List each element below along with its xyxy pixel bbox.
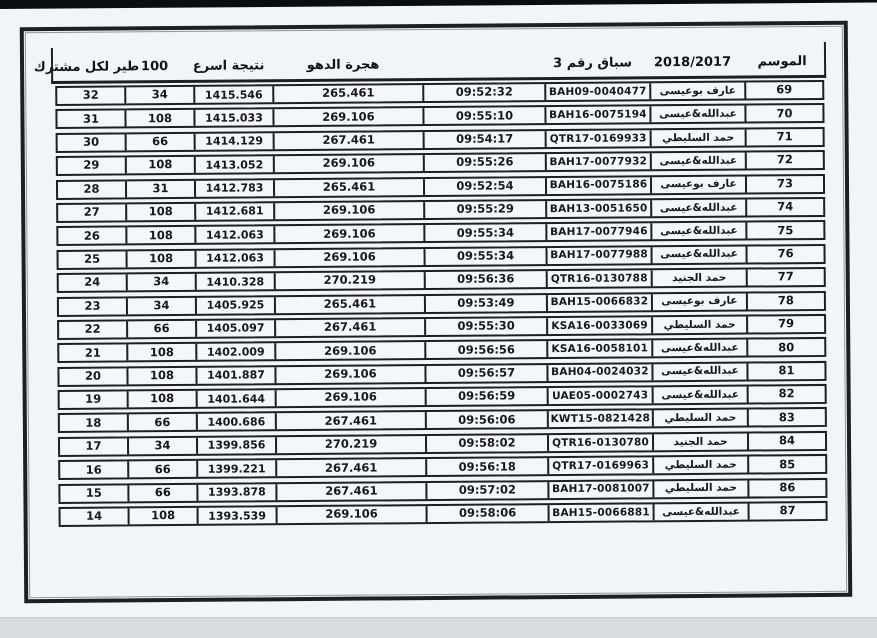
owner-name-cell: عبدالله&عيسى	[652, 387, 747, 404]
speed-cell: 1410.328	[195, 273, 274, 290]
distance-cell: 269.106	[274, 342, 424, 359]
table-row	[59, 501, 828, 527]
count-cell: 66	[127, 485, 196, 502]
distance-cell: 270.219	[275, 436, 425, 453]
serial-cell: 69	[744, 82, 822, 99]
speed-cell: 1412.681	[194, 203, 273, 220]
table-row	[58, 384, 827, 410]
distance-cell: 265.461	[274, 296, 424, 313]
header-total-birds: 100	[140, 58, 169, 74]
time-cell: 09:52:54	[423, 178, 545, 195]
ring-id-cell: BAH17-0077988	[545, 247, 650, 264]
owner-name-cell: عبدالله&عيسى	[650, 200, 745, 217]
ring-id-cell: KWT15-0821428	[547, 411, 652, 428]
speed-cell: 1412.783	[194, 180, 273, 197]
table-row	[56, 197, 825, 223]
rank-cell: 17	[85, 438, 102, 453]
header-season-label: الموسم	[757, 53, 807, 69]
serial-cell: 70	[744, 105, 822, 122]
time-cell: 09:55:29	[423, 201, 545, 218]
owner-name-cell: عبدالله&عيسى	[650, 223, 745, 240]
rank-cell: 29	[83, 158, 100, 173]
rank-cell: 14	[86, 508, 103, 524]
ring-id-cell: BAH09-0040477	[544, 83, 649, 100]
table-row	[56, 220, 825, 246]
distance-cell: 270.219	[274, 272, 424, 289]
speed-cell: 1400.686	[196, 414, 275, 431]
distance-cell: 269.106	[273, 155, 423, 172]
count-cell: 108	[126, 368, 195, 385]
page-frame	[20, 21, 852, 603]
speed-cell: 1401.887	[195, 367, 274, 384]
serial-cell: 74	[745, 199, 823, 216]
rank-cell: 19	[85, 391, 102, 407]
time-cell: 09:54:17	[423, 131, 545, 148]
distance-cell: 269.106	[276, 506, 426, 523]
table-row	[56, 244, 825, 270]
rank-cell: 24	[84, 275, 101, 290]
count-cell: 108	[128, 508, 197, 525]
serial-cell: 73	[745, 176, 823, 193]
count-cell: 108	[126, 344, 195, 361]
time-cell: 09:56:36	[424, 271, 546, 288]
rank-cell: 20	[84, 368, 102, 383]
time-cell: 09:57:02	[425, 482, 547, 499]
owner-name-cell: حمد الجنيد	[652, 433, 747, 450]
table-row	[58, 407, 827, 433]
serial-cell: 72	[745, 152, 823, 169]
ring-id-cell: QTR17-0169963	[547, 458, 652, 475]
time-cell: 09:55:30	[424, 318, 546, 335]
table-row	[57, 361, 826, 387]
ring-id-cell: QTR17-0169933	[545, 130, 650, 147]
serial-cell: 76	[745, 246, 823, 263]
ring-id-cell: BAH04-0024032	[546, 364, 651, 381]
table-header	[33, 42, 826, 84]
owner-name-cell: حمد السليطي	[652, 480, 747, 497]
owner-name-cell: عبدالله&عيسى	[651, 363, 746, 380]
count-cell: 66	[125, 134, 194, 151]
time-cell: 09:56:59	[425, 388, 547, 405]
serial-cell: 87	[748, 503, 826, 520]
count-cell: 108	[126, 251, 195, 268]
rank-cell: 26	[83, 228, 100, 243]
header-race-number: سباق رقم 3	[553, 54, 633, 71]
time-cell: 09:56:18	[425, 458, 547, 475]
distance-cell: 269.106	[273, 225, 423, 242]
speed-cell: 1412.063	[194, 227, 273, 244]
time-cell: 09:56:57	[424, 365, 546, 382]
table-row	[57, 314, 826, 340]
serial-cell: 82	[747, 386, 825, 403]
owner-name-cell: حمد السليطي	[652, 457, 747, 474]
rank-cell: 30	[83, 134, 100, 149]
count-cell: 66	[127, 414, 196, 431]
count-cell: 34	[127, 438, 196, 455]
serial-cell: 78	[746, 292, 824, 309]
speed-cell: 1412.063	[195, 250, 274, 267]
ring-id-cell: BAH17-0077932	[545, 153, 650, 170]
table-row	[57, 337, 826, 363]
ring-id-cell: KSA16-0058101	[546, 341, 651, 358]
time-cell: 09:52:32	[422, 84, 544, 101]
ring-id-cell: KSA16-0033069	[546, 317, 651, 334]
table-row	[56, 150, 825, 176]
time-cell: 09:55:34	[423, 224, 545, 241]
serial-cell: 79	[746, 316, 824, 333]
header-fastest-result-label: نتيجة اسرع	[192, 57, 265, 74]
speed-cell: 1414.129	[194, 133, 273, 150]
distance-cell: 267.461	[275, 413, 425, 430]
count-cell: 66	[126, 321, 195, 338]
time-cell: 09:58:02	[425, 435, 547, 452]
table-row	[57, 267, 826, 293]
owner-name-cell: عبدالله&عيسى	[650, 246, 745, 263]
count-cell: 108	[125, 157, 194, 174]
rank-cell: 18	[85, 415, 102, 430]
table-row	[56, 127, 825, 153]
serial-cell: 77	[746, 269, 824, 286]
table-row	[58, 454, 827, 480]
count-cell: 34	[126, 274, 195, 291]
serial-cell: 75	[745, 222, 823, 239]
distance-cell: 265.461	[273, 179, 423, 196]
results-table	[55, 80, 827, 530]
speed-cell: 1401.644	[196, 390, 275, 407]
header-spacer	[418, 58, 540, 64]
owner-name-cell: حمد الجنيد	[651, 270, 746, 287]
serial-cell: 86	[747, 480, 825, 497]
table-row	[55, 80, 824, 106]
rank-cell: 27	[83, 204, 100, 219]
speed-cell: 1415.546	[193, 86, 272, 103]
time-cell: 09:53:49	[424, 295, 546, 312]
speed-cell: 1413.052	[194, 156, 273, 173]
speed-cell: 1399.856	[196, 437, 275, 454]
distance-cell: 267.461	[275, 483, 425, 500]
rank-cell: 28	[83, 181, 100, 196]
rank-cell: 15	[85, 485, 102, 500]
count-cell: 66	[127, 461, 196, 478]
serial-cell: 85	[747, 456, 825, 473]
time-cell: 09:58:06	[426, 505, 548, 522]
header-season-value: 2018/2017	[653, 54, 732, 70]
table-row	[58, 478, 827, 504]
distance-cell: 269.106	[274, 366, 424, 383]
rank-cell: 23	[84, 298, 101, 313]
serial-cell: 84	[747, 433, 825, 450]
table-row	[58, 431, 827, 457]
owner-name-cell: عارف بوعيسى	[649, 83, 744, 100]
count-cell: 108	[127, 391, 196, 408]
ring-id-cell: BAH17-0081007	[547, 481, 652, 498]
speed-cell: 1399.221	[196, 461, 275, 478]
time-cell: 09:56:06	[425, 412, 547, 429]
owner-name-cell: عارف بوعيسى	[650, 176, 745, 193]
owner-name-cell: عبدالله&عيسى	[651, 340, 746, 357]
owner-name-cell: حمد السليطي	[652, 410, 747, 427]
distance-cell: 267.461	[274, 319, 424, 336]
header-birds-per-participant-label: طير لكل مشترك	[33, 58, 140, 75]
distance-cell: 269.106	[273, 202, 423, 219]
table-row	[56, 174, 825, 200]
owner-name-cell: عبدالله&عيسى	[653, 504, 748, 521]
serial-cell: 80	[746, 339, 824, 356]
distance-cell: 269.106	[272, 108, 422, 125]
distance-cell: 269.106	[274, 249, 424, 266]
ring-id-cell: UAE05-0002743	[547, 387, 652, 404]
serial-cell: 83	[747, 409, 825, 426]
rank-cell: 25	[84, 251, 101, 266]
table-row	[55, 103, 824, 129]
speed-cell: 1393.539	[197, 507, 276, 524]
rank-cell: 22	[84, 321, 101, 336]
ring-id-cell: QTR16-0130788	[546, 270, 651, 287]
speed-cell: 1405.925	[195, 297, 274, 314]
distance-cell: 267.461	[273, 132, 423, 149]
owner-name-cell: عبدالله&عيسى	[649, 106, 744, 123]
ring-id-cell: BAH17-0077946	[545, 224, 650, 241]
ring-id-cell: QTR16-0130780	[547, 434, 652, 451]
distance-cell: 267.461	[275, 459, 425, 476]
time-cell: 09:55:26	[423, 154, 545, 171]
rank-cell: 21	[84, 345, 101, 360]
ring-id-cell: BAH16-0075186	[545, 177, 650, 194]
serial-cell: 81	[746, 363, 824, 380]
time-cell: 09:56:56	[424, 341, 546, 358]
count-cell: 108	[125, 227, 194, 244]
speed-cell: 1415.033	[193, 110, 272, 127]
scanner-edge-bottom	[0, 617, 877, 638]
owner-name-cell: حمد السليطي	[651, 316, 746, 333]
serial-cell: 71	[745, 129, 823, 146]
count-cell: 34	[126, 297, 195, 314]
count-cell: 108	[125, 204, 194, 221]
ring-id-cell: BAH16-0075194	[544, 107, 649, 124]
speed-cell: 1405.097	[195, 320, 274, 337]
header-race-name: هجرة الدهو	[306, 56, 380, 73]
distance-cell: 269.106	[275, 389, 425, 406]
owner-name-cell: عبدالله&عيسى	[650, 153, 745, 170]
table-row	[57, 290, 826, 316]
rank-cell: 31	[82, 111, 100, 126]
ring-id-cell: BAH15-0066832	[546, 294, 651, 311]
count-cell: 34	[124, 87, 193, 104]
owner-name-cell: حمد السليطي	[650, 129, 745, 146]
rank-cell: 32	[82, 87, 99, 103]
rank-cell: 16	[85, 462, 102, 477]
speed-cell: 1393.878	[196, 484, 275, 501]
ring-id-cell: BAH15-0066881	[548, 504, 653, 521]
ring-id-cell: BAH13-0051650	[545, 200, 650, 217]
owner-name-cell: عارف بوعيسى	[651, 293, 746, 310]
time-cell: 09:55:34	[424, 248, 546, 265]
count-cell: 31	[125, 180, 194, 197]
count-cell: 108	[124, 110, 193, 127]
distance-cell: 265.461	[272, 85, 422, 102]
speed-cell: 1402.009	[195, 344, 274, 361]
time-cell: 09:55:10	[422, 108, 544, 125]
